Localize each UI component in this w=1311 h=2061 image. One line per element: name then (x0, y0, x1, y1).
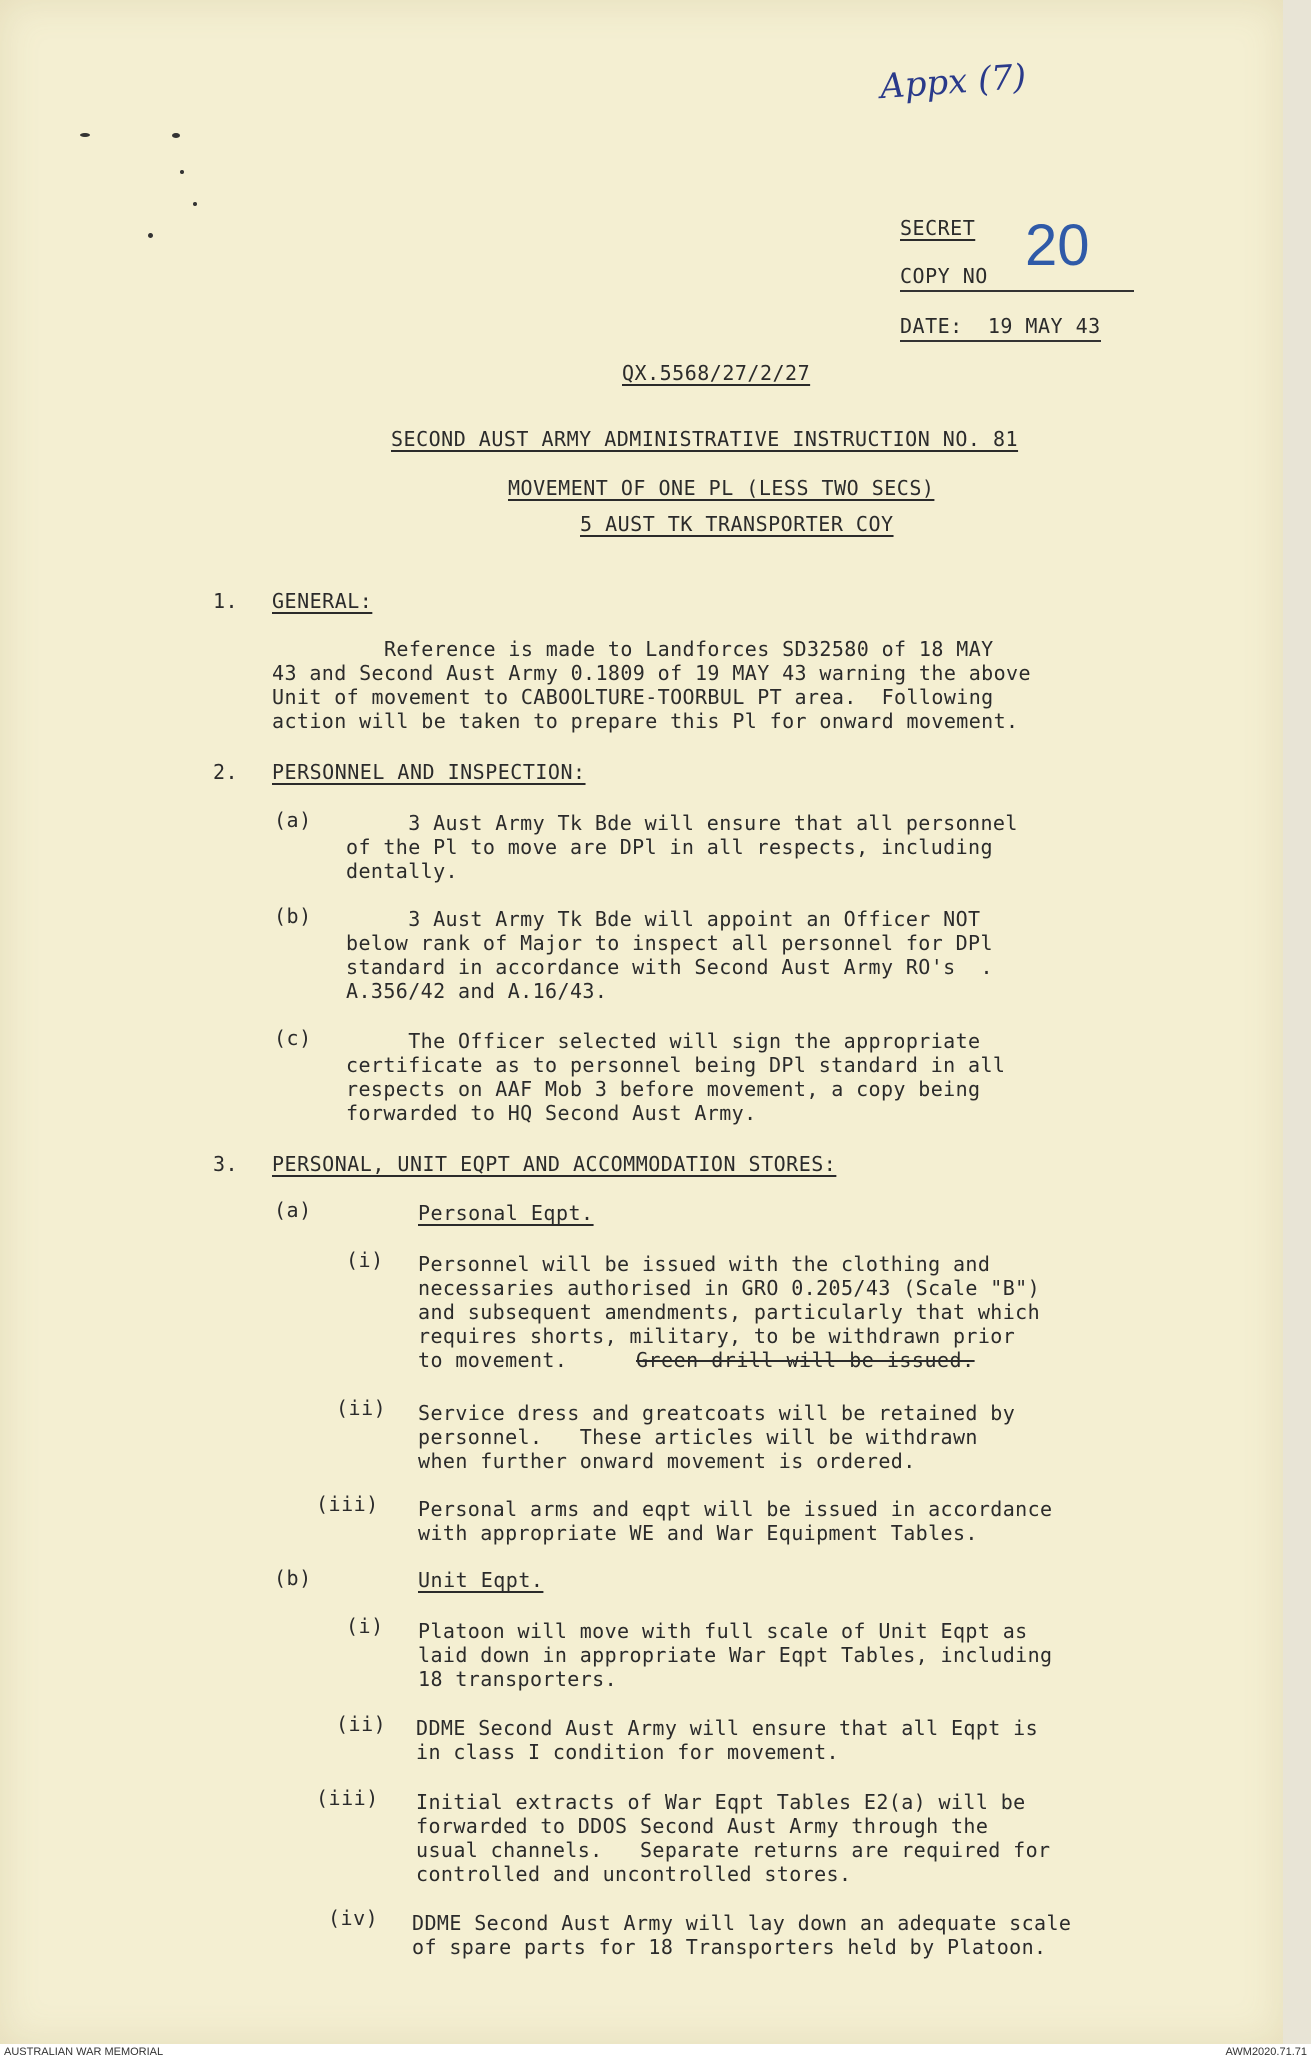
section-3b-iv-label: (iv) (328, 1906, 379, 1930)
section-3a-ii-body: Service dress and greatcoats will be retained by personnel. These articles will be withdrawn when further onward movement is ordered. (418, 1401, 1016, 1473)
section-3-heading: PERSONAL, UNIT EQPT AND ACCOMMODATION STORES: (272, 1152, 837, 1176)
footer-accession: AWM2020.71.71 (1225, 2046, 1307, 2058)
section-2a-body: 3 Aust Army Tk Bde will ensure that all personnel of the Pl to move are DPl in all respects, including dentally. (346, 811, 1018, 883)
section-3a-i-body: Personnel will be issued with the clothing and necessaries authorised in GRO 0.205/43 (Scale "B") and subsequent amendments, particularly that which requires shorts, military, to be withdrawn prior to movement. (418, 1252, 1041, 1372)
section-3b-ii-label: (ii) (336, 1712, 387, 1736)
ink-spot (180, 170, 184, 174)
date-value: 19 MAY 43 (987, 314, 1101, 338)
section-3a-i-block (418, 1252, 1040, 1372)
section-2-heading: PERSONNEL AND INSPECTION: (272, 760, 586, 784)
section-2-number: 2. (213, 760, 239, 784)
section-3b-i-body: Platoon will move with full scale of Unit Eqpt as laid down in appropriate War Eqpt Tables, including 18 transporters. (418, 1619, 1053, 1691)
date-label: DATE: (900, 314, 963, 338)
section-3a-heading: Personal Eqpt. (418, 1201, 594, 1225)
copy-label-text: COPY NO (900, 264, 988, 288)
section-3a-iii-body: Personal arms and eqpt will be issued in accordance with appropriate WE and War Equipment Tables. (418, 1497, 1053, 1545)
section-3a-ii-label: (ii) (336, 1396, 387, 1420)
ink-spot (193, 202, 197, 206)
copy-label (900, 264, 1134, 292)
section-3b-iv-body: DDME Second Aust Army will lay down an adequate scale of spare parts for 18 Transporters held by Platoon. (412, 1911, 1072, 1959)
section-3a-iii-label: (iii) (316, 1492, 379, 1516)
section-2b-label: (b) (274, 904, 312, 928)
section-3-number: 3. (213, 1152, 239, 1176)
page-title: SECOND AUST ARMY ADMINISTRATIVE INSTRUCTION NO. 81 (391, 427, 1019, 451)
section-3b-heading: Unit Eqpt. (418, 1568, 544, 1592)
archive-footer (0, 2044, 1311, 2061)
file-reference: QX.5568/27/2/27 (622, 361, 811, 385)
section-2a-label: (a) (274, 808, 312, 832)
section-3b-ii-body: DDME Second Aust Army will ensure that all Eqpt is in class I condition for movement. (416, 1716, 1039, 1764)
handwritten-appendix: Appx (7) (878, 56, 1028, 108)
section-3b-iii-label: (iii) (316, 1786, 379, 1810)
classification: SECRET (900, 216, 976, 240)
section-3a-i-struck-text: Green drill will be issued. (636, 1348, 975, 1372)
page-edge (1283, 0, 1311, 2044)
section-1-heading: GENERAL: (272, 589, 373, 613)
date-line (900, 314, 1101, 342)
section-2c-body: The Officer selected will sign the appropriate certificate as to personnel being DPl standard in all respects on AAF Mob 3 before movement, a copy being forwarded to HQ Second Aust Army. (346, 1029, 1006, 1125)
ink-spot (80, 133, 90, 137)
subtitle-unit: 5 AUST TK TRANSPORTER COY (580, 512, 894, 536)
section-3b-i-label: (i) (346, 1614, 384, 1638)
section-3a-label: (a) (274, 1198, 312, 1222)
footer-institution: AUSTRALIAN WAR MEMORIAL (4, 2046, 164, 2058)
section-1-number: 1. (213, 589, 239, 613)
section-3a-i-label: (i) (346, 1248, 384, 1272)
section-1-body: Reference is made to Landforces SD32580 of 18 MAY 43 and Second Aust Army 0.1809 of 19 MAY 43 warning the above Unit of movement to CABOOLTURE-TOORBUL PT area. Following action will be taken to prepare this Pl for onward movement. (272, 637, 1031, 733)
section-3b-iii-body: Initial extracts of War Eqpt Tables E2(a) will be forwarded to DDOS Second Aust Army through the usual channels. Separate returns are required for controlled and uncontrolled stores. (416, 1790, 1051, 1886)
subtitle-movement: MOVEMENT OF ONE PL (LESS TWO SECS) (508, 476, 935, 500)
ink-spot (148, 233, 153, 238)
section-2c-label: (c) (274, 1026, 312, 1050)
section-3b-label: (b) (274, 1566, 312, 1590)
ink-spot (172, 133, 180, 138)
section-2b-body: 3 Aust Army Tk Bde will appoint an Officer NOT below rank of Major to inspect all personnel for DPl standard in accordance with Second Aust Army RO's . A.356/42 and A.16/43. (346, 907, 993, 1003)
handwritten-copy-number: 20 (1025, 213, 1090, 278)
